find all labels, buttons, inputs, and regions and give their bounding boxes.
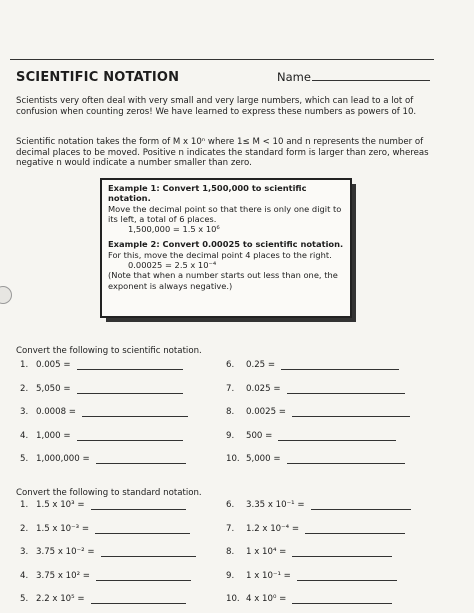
problem-item — [226, 454, 405, 464]
problem-item — [226, 571, 397, 581]
problem-number: 10. — [226, 454, 240, 464]
problem-expression: 3.75 x 10² = — [36, 570, 90, 581]
example-2-heading: Example 2: Convert 0.00025 to scientific notation. — [108, 239, 344, 250]
problem-item — [226, 594, 392, 604]
problem-expression: 1,000 = — [36, 430, 71, 441]
problem-item — [20, 500, 186, 510]
problem-expression: 3.75 x 10⁻² = — [36, 547, 95, 557]
problem-item — [226, 384, 405, 394]
answer-line[interactable] — [311, 500, 411, 510]
problem-expression: 5,000 = — [246, 454, 281, 464]
example-2-result: 0.00025 = 2.5 x 10⁻⁴ — [128, 260, 217, 271]
answer-line[interactable] — [96, 454, 186, 464]
answer-line[interactable] — [287, 454, 405, 464]
problem-item — [20, 571, 191, 581]
answer-line[interactable] — [91, 594, 186, 604]
example-1-body: Move the decimal point so that there is only one digit to its left, a total of 6 places. — [108, 203, 342, 224]
answer-line[interactable] — [278, 431, 396, 441]
problem-number: 3. — [20, 547, 29, 557]
example-note: (Note that when a number starts out less than one, the exponent is always negative.) — [108, 270, 338, 291]
problem-number: 7. — [226, 383, 235, 394]
problem-expression: 2.2 x 10⁵ = — [36, 594, 85, 604]
problem-number: 6. — [226, 360, 235, 370]
problem-expression: 4 x 10⁰ = — [246, 594, 287, 604]
problem-expression: 0.25 = — [246, 360, 276, 370]
example-box — [100, 178, 352, 318]
answer-line[interactable] — [77, 431, 183, 441]
problem-expression: 0.025 = — [246, 383, 281, 394]
problem-expression: 5,050 = — [36, 383, 71, 394]
answer-line[interactable] — [292, 594, 392, 604]
problem-number: 5. — [20, 454, 29, 464]
answer-line[interactable] — [292, 407, 410, 417]
example-2-body: For this, move the decimal point 4 places to the right. — [108, 249, 332, 260]
problem-expression: 0.0025 = — [246, 407, 287, 417]
answer-line[interactable] — [101, 547, 196, 557]
example-1-result: 1,500,000 = 1.5 x 10⁶ — [128, 224, 220, 235]
problem-expression: 500 = — [246, 430, 273, 441]
problem-expression: 1.5 x 10⁻³ = — [36, 523, 90, 534]
problem-item — [20, 547, 196, 557]
section-2-heading: Convert the following to standard notation. — [16, 488, 202, 498]
problem-number: 2. — [20, 383, 29, 394]
intro-paragraph-2: Scientific notation takes the form of M x 10ⁿ where 1≤ M < 10 and n represents the number of decimal places to be moved. Positive n indicates the standard form is larger than zero, whereas negative n would indicate a number smaller than zero. — [16, 137, 429, 169]
name-label: Name — [277, 70, 311, 84]
problem-item — [226, 407, 410, 417]
problem-item — [20, 384, 183, 394]
page-title: SCIENTIFIC NOTATION — [16, 70, 180, 85]
problem-number: 9. — [226, 430, 235, 441]
problem-number: 8. — [226, 547, 235, 557]
problem-item — [226, 524, 405, 534]
answer-line[interactable] — [297, 571, 397, 581]
answer-line[interactable] — [91, 500, 186, 510]
answer-line[interactable] — [287, 384, 405, 394]
problem-number: 9. — [226, 570, 235, 581]
example-box-shadow — [352, 184, 356, 322]
problem-item — [226, 360, 399, 370]
problem-expression: 1 x 10⁻¹ = — [246, 570, 291, 581]
problem-item — [20, 524, 190, 534]
problem-number: 4. — [20, 570, 29, 581]
problem-number: 10. — [226, 594, 240, 604]
answer-line[interactable] — [82, 407, 188, 417]
answer-line[interactable] — [305, 524, 405, 534]
problem-item — [20, 594, 186, 604]
problem-item — [226, 500, 411, 510]
problem-number: 2. — [20, 523, 29, 534]
problem-item — [20, 407, 188, 417]
answer-line[interactable] — [77, 384, 183, 394]
answer-line[interactable] — [292, 547, 392, 557]
problem-expression: 1.5 x 10³ = — [36, 500, 85, 510]
problem-number: 3. — [20, 407, 29, 417]
problem-expression: 3.35 x 10⁻¹ = — [246, 500, 305, 510]
problem-expression: 1 x 10⁴ = — [246, 547, 287, 557]
intro-paragraph-1: Scientists very often deal with very small and very large numbers, which can lead to a lot of confusion when counting zeros! We have learned to express these numbers as powers of 10. — [16, 96, 417, 117]
problem-item — [226, 431, 396, 441]
section-1-heading: Convert the following to scientific notation. — [16, 346, 202, 356]
problem-number: 7. — [226, 523, 235, 534]
problem-expression: 1,000,000 = — [36, 454, 90, 464]
problem-number: 6. — [226, 500, 235, 510]
binder-hole — [0, 286, 12, 304]
answer-line[interactable] — [95, 524, 190, 534]
problem-expression: 1.2 x 10⁻⁴ = — [246, 523, 300, 534]
problem-number: 1. — [20, 360, 29, 370]
problem-expression: 0.0008 = — [36, 407, 77, 417]
example-1-heading: Example 1: Convert 1,500,000 to scientific notation. — [108, 183, 307, 204]
name-field-line[interactable] — [312, 80, 430, 81]
problem-item — [20, 454, 186, 464]
problem-number: 1. — [20, 500, 29, 510]
top-rule — [10, 59, 434, 60]
problem-item — [226, 547, 392, 557]
problem-number: 5. — [20, 594, 29, 604]
example-box-shadow — [106, 318, 356, 322]
problem-item — [20, 360, 183, 370]
problem-expression: 0.005 = — [36, 360, 71, 370]
problem-item — [20, 431, 183, 441]
answer-line[interactable] — [77, 360, 183, 370]
answer-line[interactable] — [96, 571, 191, 581]
answer-line[interactable] — [281, 360, 399, 370]
problem-number: 4. — [20, 430, 29, 441]
problem-number: 8. — [226, 407, 235, 417]
